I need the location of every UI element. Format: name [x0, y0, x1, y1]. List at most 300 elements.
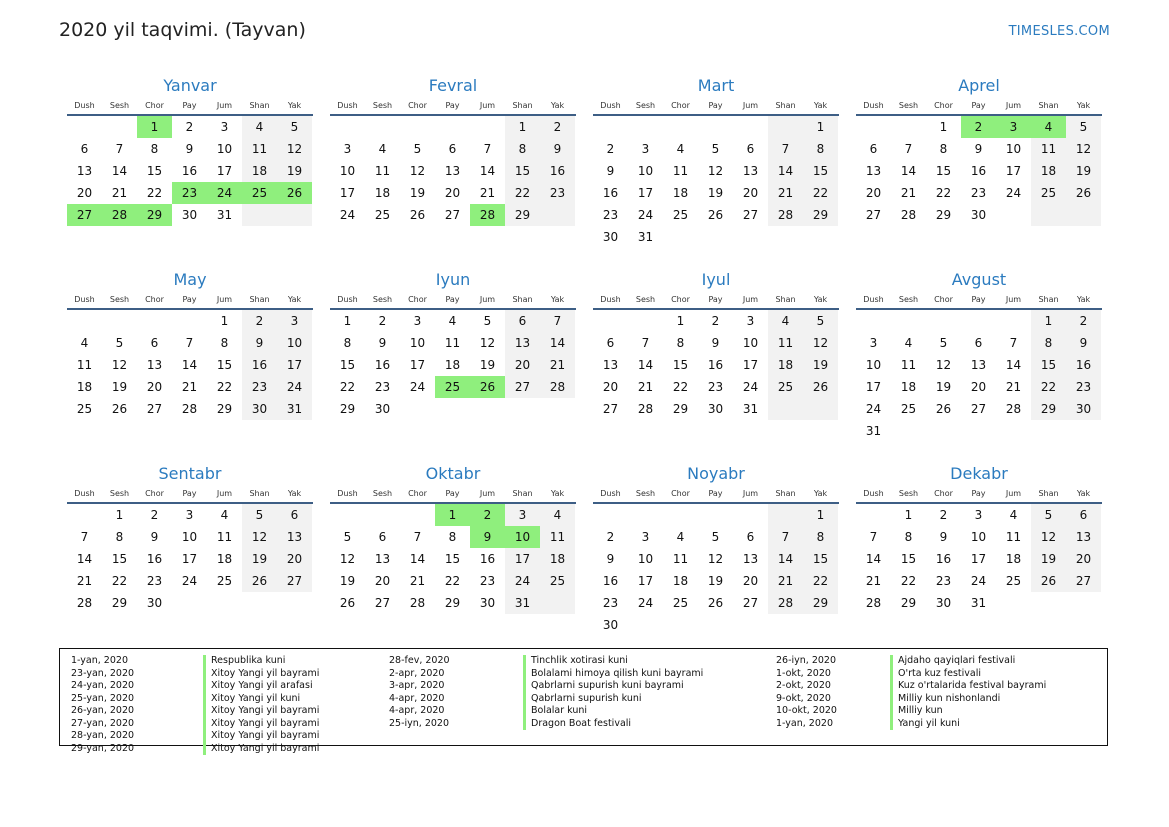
- day-cell: 30: [935, 596, 952, 610]
- empty-cell: [242, 592, 277, 614]
- holiday-date: 4-apr, 2020: [389, 705, 445, 716]
- day-cell: 31: [216, 208, 233, 222]
- day-cell: 27: [67, 204, 102, 226]
- day-cell: 17: [277, 354, 312, 376]
- day-cell: 6: [746, 530, 755, 544]
- day-cell: 5: [1066, 116, 1101, 138]
- weekday-header: [856, 485, 1102, 504]
- weekday-label: Pay: [182, 101, 197, 110]
- day-cell: 3: [974, 508, 983, 522]
- day-cell: 11: [444, 336, 461, 350]
- month-name: May: [173, 270, 207, 289]
- weekday-label: Shan: [1038, 295, 1059, 304]
- day-cell: 20: [602, 380, 619, 394]
- day-cell: 23: [602, 208, 619, 222]
- day-cell: 11: [1005, 530, 1022, 544]
- day-cell: 1: [803, 116, 838, 138]
- day-cell: 18: [672, 186, 689, 200]
- day-cell: 19: [479, 358, 496, 372]
- day-cell: 13: [602, 358, 619, 372]
- weekday-label: Pay: [182, 489, 197, 498]
- day-cell: 13: [1066, 526, 1101, 548]
- day-cell: 27: [742, 596, 759, 610]
- day-cell: 1: [115, 508, 124, 522]
- empty-cell: [768, 504, 803, 526]
- month-avgust: [856, 268, 1102, 462]
- weekday-label: Sesh: [635, 101, 656, 110]
- day-cell: 1: [505, 116, 540, 138]
- weekday-label: Sesh: [109, 101, 130, 110]
- day-cell: 17: [637, 186, 654, 200]
- day-cell: 21: [76, 574, 93, 588]
- day-cell: 30: [970, 208, 987, 222]
- day-cell: 9: [606, 552, 615, 566]
- day-cell: 31: [637, 230, 654, 244]
- day-cell: 24: [742, 380, 759, 394]
- day-cell: 6: [80, 142, 89, 156]
- day-cell: 26: [470, 376, 505, 398]
- weekday-label: Yak: [813, 489, 828, 498]
- weekday-label: Chor: [671, 295, 690, 304]
- month-mart: [593, 74, 839, 268]
- months-grid: [67, 74, 1112, 656]
- empty-cell: [663, 504, 698, 526]
- empty-cell: [67, 116, 102, 138]
- day-cell: 21: [768, 570, 803, 592]
- holiday-name: Yangi yil kuni: [890, 718, 1046, 731]
- day-cell: 13: [444, 164, 461, 178]
- holiday-name: Ajdaho qayiqlari festivali: [890, 655, 1046, 668]
- day-cell: 15: [505, 160, 540, 182]
- weekday-label: Sesh: [109, 489, 130, 498]
- weekday-label: Yak: [287, 489, 302, 498]
- weekday-label: Jum: [742, 489, 759, 498]
- day-cell: 29: [803, 592, 838, 614]
- weekday-label: Jum: [742, 295, 759, 304]
- weekday-label: Pay: [445, 295, 460, 304]
- day-cell: 27: [970, 402, 987, 416]
- weekday-label: Dush: [863, 489, 884, 498]
- day-cell: 24: [181, 574, 198, 588]
- weekday-header: [67, 485, 313, 504]
- day-cell: 24: [637, 208, 654, 222]
- day-cell: 30: [242, 398, 277, 420]
- day-cell: 23: [172, 182, 207, 204]
- month-name: Fevral: [428, 76, 478, 95]
- day-cell: 2: [540, 116, 575, 138]
- day-cell: 15: [900, 552, 917, 566]
- holiday-dates-column: [389, 655, 450, 730]
- day-cell: 14: [768, 548, 803, 570]
- day-cell: 17: [505, 548, 540, 570]
- weekday-label: Sesh: [898, 489, 919, 498]
- empty-cell: [628, 310, 663, 332]
- empty-cell: [768, 398, 803, 420]
- day-grid: [856, 310, 1102, 442]
- day-cell: 8: [115, 530, 124, 544]
- day-grid: [330, 504, 576, 614]
- day-cell: 5: [1031, 504, 1066, 526]
- holiday-date: 28-fev, 2020: [389, 655, 450, 666]
- holiday-date: 1-yan, 2020: [776, 717, 833, 729]
- day-cell: 10: [216, 142, 233, 156]
- day-cell: 29: [900, 596, 917, 610]
- weekday-label: Yak: [813, 295, 828, 304]
- empty-cell: [891, 310, 926, 332]
- month-name: Yanvar: [163, 76, 217, 95]
- day-cell: 11: [672, 164, 689, 178]
- day-cell: 28: [1005, 402, 1022, 416]
- month-noyabr: [593, 462, 839, 656]
- holiday-name: Xitoy Yangi yil bayrami: [203, 705, 319, 718]
- day-cell: 6: [1066, 504, 1101, 526]
- empty-cell: [803, 226, 838, 248]
- day-cell: 30: [707, 402, 724, 416]
- weekday-label: Dush: [863, 101, 884, 110]
- day-cell: 24: [505, 570, 540, 592]
- weekday-label: Jum: [479, 295, 496, 304]
- holiday-name: Xitoy Yangi yil bayrami: [203, 730, 319, 743]
- holiday-names-column: [890, 655, 1046, 730]
- day-cell: 13: [865, 164, 882, 178]
- day-cell: 15: [803, 160, 838, 182]
- day-cell: 21: [181, 380, 198, 394]
- day-cell: 28: [181, 402, 198, 416]
- weekday-header: [593, 291, 839, 310]
- day-cell: 12: [935, 358, 952, 372]
- day-cell: 17: [339, 186, 356, 200]
- day-cell: 6: [746, 142, 755, 156]
- day-cell: 12: [242, 526, 277, 548]
- empty-cell: [435, 116, 470, 138]
- day-cell: 10: [970, 530, 987, 544]
- empty-cell: [961, 310, 996, 332]
- day-cell: 21: [540, 354, 575, 376]
- day-cell: 23: [1066, 376, 1101, 398]
- weekday-label: Shan: [249, 489, 270, 498]
- day-cell: 24: [207, 182, 242, 204]
- day-cell: 25: [768, 376, 803, 398]
- holiday-name: Xitoy Yangi yil bayrami: [203, 668, 319, 681]
- day-cell: 19: [707, 574, 724, 588]
- holiday-date: 28-yan, 2020: [71, 730, 135, 741]
- day-cell: 2: [185, 120, 194, 134]
- weekday-label: Shan: [249, 295, 270, 304]
- day-cell: 25: [76, 402, 93, 416]
- day-cell: 16: [181, 164, 198, 178]
- day-cell: 7: [641, 336, 650, 350]
- day-cell: 21: [637, 380, 654, 394]
- day-cell: 25: [242, 182, 277, 204]
- day-cell: 16: [479, 552, 496, 566]
- holiday-date: 25-iyn, 2020: [389, 717, 450, 729]
- weekday-label: Chor: [408, 295, 427, 304]
- day-grid: [593, 116, 839, 248]
- month-name: Dekabr: [950, 464, 1008, 483]
- weekday-label: Chor: [671, 489, 690, 498]
- day-cell: 10: [1005, 142, 1022, 156]
- day-cell: 9: [939, 530, 948, 544]
- weekday-header: [856, 291, 1102, 310]
- day-cell: 23: [479, 574, 496, 588]
- empty-cell: [172, 592, 207, 614]
- day-cell: 16: [602, 186, 619, 200]
- month-dekabr: [856, 462, 1102, 656]
- day-cell: 29: [111, 596, 128, 610]
- empty-cell: [365, 116, 400, 138]
- day-cell: 23: [602, 596, 619, 610]
- weekday-label: Shan: [1038, 101, 1059, 110]
- day-cell: 17: [216, 164, 233, 178]
- day-cell: 25: [1031, 182, 1066, 204]
- day-cell: 21: [479, 186, 496, 200]
- day-cell: 24: [277, 376, 312, 398]
- day-cell: 10: [277, 332, 312, 354]
- empty-cell: [996, 310, 1031, 332]
- empty-cell: [330, 504, 365, 526]
- empty-cell: [470, 116, 505, 138]
- day-cell: 20: [146, 380, 163, 394]
- empty-cell: [961, 420, 996, 442]
- day-cell: 19: [409, 186, 426, 200]
- weekday-label: Dush: [600, 489, 621, 498]
- brand-link[interactable]: TIMESLES.COM: [1008, 24, 1110, 39]
- day-cell: 8: [803, 526, 838, 548]
- day-cell: 24: [409, 380, 426, 394]
- day-cell: 29: [444, 596, 461, 610]
- day-cell: 6: [378, 530, 387, 544]
- day-cell: 24: [1005, 186, 1022, 200]
- weekday-label: Pay: [445, 101, 460, 110]
- weekday-label: Dush: [74, 295, 95, 304]
- day-cell: 25: [900, 402, 917, 416]
- day-cell: 30: [602, 618, 619, 632]
- weekday-header: [330, 291, 576, 310]
- day-cell: 16: [602, 574, 619, 588]
- holiday-date: 2-apr, 2020: [389, 667, 445, 679]
- day-cell: 12: [803, 332, 838, 354]
- day-cell: 2: [939, 508, 948, 522]
- day-cell: 7: [185, 336, 194, 350]
- day-cell: 13: [505, 332, 540, 354]
- day-cell: 28: [470, 204, 505, 226]
- day-grid: [593, 310, 839, 420]
- day-cell: 25: [374, 208, 391, 222]
- day-cell: 20: [865, 186, 882, 200]
- day-cell: 26: [707, 208, 724, 222]
- weekday-label: Dush: [337, 101, 358, 110]
- day-cell: 20: [277, 548, 312, 570]
- day-cell: 15: [803, 548, 838, 570]
- empty-cell: [540, 592, 575, 614]
- day-cell: 3: [413, 314, 422, 328]
- weekday-label: Shan: [775, 295, 796, 304]
- day-cell: 5: [711, 142, 720, 156]
- weekday-label: Yak: [813, 101, 828, 110]
- holiday-name: Xitoy Yangi yil kuni: [203, 693, 319, 706]
- day-cell: 7: [540, 310, 575, 332]
- day-cell: 14: [76, 552, 93, 566]
- day-cell: 25: [672, 596, 689, 610]
- day-cell: 17: [181, 552, 198, 566]
- empty-cell: [102, 116, 137, 138]
- day-cell: 22: [339, 380, 356, 394]
- day-cell: 19: [277, 160, 312, 182]
- day-cell: 16: [970, 164, 987, 178]
- month-name: Mart: [697, 76, 735, 95]
- day-grid: [67, 504, 313, 614]
- day-cell: 29: [339, 402, 356, 416]
- empty-cell: [277, 592, 312, 614]
- day-cell: 8: [150, 142, 159, 156]
- day-cell: 26: [1066, 182, 1101, 204]
- day-cell: 11: [768, 332, 803, 354]
- day-cell: 4: [904, 336, 913, 350]
- weekday-label: Pay: [971, 101, 986, 110]
- day-cell: 7: [768, 138, 803, 160]
- holiday-date: 9-okt, 2020: [776, 692, 831, 704]
- empty-cell: [996, 204, 1031, 226]
- weekday-label: Pay: [445, 489, 460, 498]
- weekday-header: [593, 485, 839, 504]
- holiday-date: 26-yan, 2020: [71, 705, 135, 716]
- weekday-header: [330, 485, 576, 504]
- day-cell: 9: [606, 164, 615, 178]
- weekday-label: Yak: [1076, 101, 1091, 110]
- day-cell: 8: [939, 142, 948, 156]
- day-cell: 18: [672, 574, 689, 588]
- day-cell: 4: [676, 530, 685, 544]
- day-cell: 26: [935, 402, 952, 416]
- day-cell: 30: [146, 596, 163, 610]
- day-cell: 20: [742, 186, 759, 200]
- day-cell: 8: [1031, 332, 1066, 354]
- day-cell: 16: [935, 552, 952, 566]
- day-cell: 5: [115, 336, 124, 350]
- day-cell: 4: [220, 508, 229, 522]
- weekday-label: Dush: [74, 489, 95, 498]
- day-cell: 15: [444, 552, 461, 566]
- day-cell: 2: [961, 116, 996, 138]
- holiday-name: Qabrlarni supurish kuni: [523, 693, 703, 706]
- weekday-label: Yak: [1076, 489, 1091, 498]
- day-cell: 15: [672, 358, 689, 372]
- holiday-name: Qabrlarni supurish kuni bayrami: [523, 680, 703, 693]
- weekday-label: Pay: [708, 295, 723, 304]
- day-cell: 27: [742, 208, 759, 222]
- day-cell: 21: [900, 186, 917, 200]
- day-cell: 22: [111, 574, 128, 588]
- weekday-label: Sesh: [372, 489, 393, 498]
- weekday-label: Dush: [863, 295, 884, 304]
- day-cell: 14: [637, 358, 654, 372]
- day-cell: 16: [1066, 354, 1101, 376]
- empty-cell: [663, 614, 698, 636]
- day-cell: 7: [115, 142, 124, 156]
- weekday-header: [593, 97, 839, 116]
- day-cell: 12: [479, 336, 496, 350]
- day-cell: 16: [242, 354, 277, 376]
- day-cell: 27: [505, 376, 540, 398]
- day-cell: 23: [242, 376, 277, 398]
- empty-cell: [67, 310, 102, 332]
- weekday-label: Shan: [512, 295, 533, 304]
- empty-cell: [663, 116, 698, 138]
- empty-cell: [435, 398, 470, 420]
- month-name: Aprel: [958, 76, 1000, 95]
- day-cell: 25: [216, 574, 233, 588]
- day-cell: 16: [146, 552, 163, 566]
- weekday-label: Chor: [145, 101, 164, 110]
- empty-cell: [926, 310, 961, 332]
- day-cell: 10: [865, 358, 882, 372]
- day-cell: 15: [111, 552, 128, 566]
- weekday-label: Sesh: [898, 101, 919, 110]
- day-cell: 29: [216, 402, 233, 416]
- day-cell: 14: [768, 160, 803, 182]
- day-cell: 21: [111, 186, 128, 200]
- weekday-label: Chor: [145, 295, 164, 304]
- weekday-label: Jum: [216, 295, 233, 304]
- holiday-date: 25-yan, 2020: [71, 692, 135, 704]
- empty-cell: [1066, 592, 1101, 614]
- day-cell: 8: [448, 530, 457, 544]
- day-cell: 26: [111, 402, 128, 416]
- holiday-date: 23-yan, 2020: [71, 667, 135, 679]
- day-cell: 23: [540, 182, 575, 204]
- day-cell: 6: [869, 142, 878, 156]
- weekday-label: Sesh: [372, 101, 393, 110]
- month-name: Noyabr: [687, 464, 745, 483]
- day-cell: 22: [900, 574, 917, 588]
- month-name: Iyul: [701, 270, 731, 289]
- day-cell: 22: [444, 574, 461, 588]
- empty-cell: [1066, 204, 1101, 226]
- holiday-name: O'rta kuz festivali: [890, 668, 1046, 681]
- day-cell: 19: [707, 186, 724, 200]
- weekday-label: Jum: [1005, 489, 1022, 498]
- empty-cell: [400, 398, 435, 420]
- day-cell: 19: [935, 380, 952, 394]
- empty-cell: [996, 592, 1031, 614]
- day-cell: 28: [768, 592, 803, 614]
- empty-cell: [277, 204, 312, 226]
- day-cell: 7: [869, 530, 878, 544]
- day-cell: 20: [505, 354, 540, 376]
- day-cell: 29: [803, 204, 838, 226]
- holiday-date: 26-iyn, 2020: [776, 655, 837, 666]
- weekday-label: Shan: [1038, 489, 1059, 498]
- day-cell: 18: [76, 380, 93, 394]
- day-cell: 7: [768, 526, 803, 548]
- day-cell: 18: [1031, 160, 1066, 182]
- empty-cell: [593, 310, 628, 332]
- empty-cell: [207, 592, 242, 614]
- weekday-label: Jum: [742, 101, 759, 110]
- holiday-name: Respublika kuni: [203, 655, 319, 668]
- empty-cell: [698, 614, 733, 636]
- day-cell: 7: [1009, 336, 1018, 350]
- day-cell: 5: [939, 336, 948, 350]
- weekday-label: Yak: [550, 295, 565, 304]
- day-cell: 17: [637, 574, 654, 588]
- day-cell: 18: [768, 354, 803, 376]
- day-cell: 25: [540, 570, 575, 592]
- day-cell: 4: [378, 142, 387, 156]
- day-cell: 28: [768, 204, 803, 226]
- day-cell: 23: [935, 574, 952, 588]
- day-cell: 15: [146, 164, 163, 178]
